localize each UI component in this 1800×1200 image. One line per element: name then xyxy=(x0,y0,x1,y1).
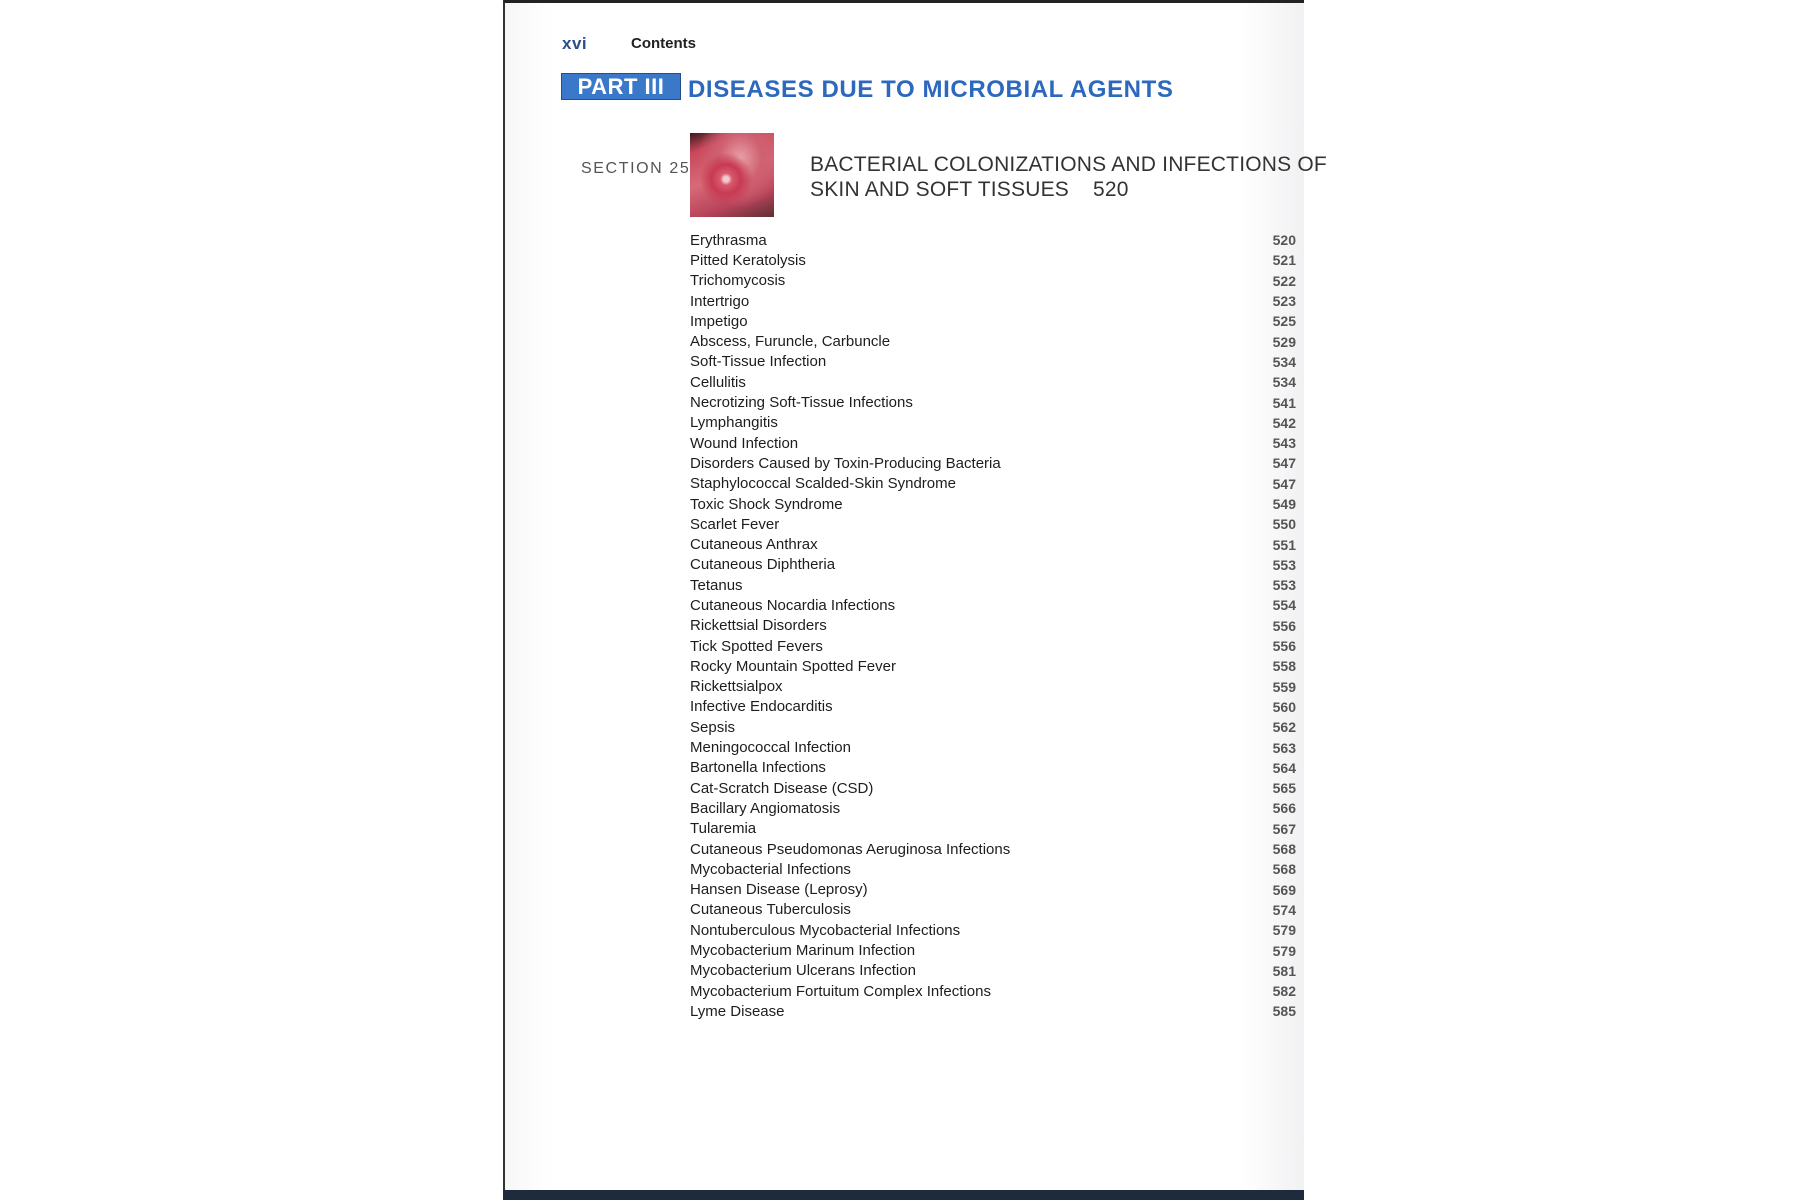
toc-entry[interactable] xyxy=(690,291,1296,311)
toc-entry-title: Rickettsial Disorders xyxy=(690,617,827,635)
toc-entry-title: Rocky Mountain Spotted Fever xyxy=(690,657,896,675)
toc-entry[interactable] xyxy=(690,656,1296,676)
toc-entry[interactable] xyxy=(690,697,1296,717)
toc-entry[interactable] xyxy=(690,859,1296,879)
toc-entry[interactable] xyxy=(690,819,1296,839)
toc-entry-page: 569 xyxy=(1272,881,1296,898)
toc-entry-page: 523 xyxy=(1272,293,1296,310)
section-title-line2: SKIN AND SOFT TISSUES xyxy=(810,178,1069,201)
toc-entry[interactable] xyxy=(690,413,1296,433)
toc-entry-title: Bacillary Angiomatosis xyxy=(690,799,841,817)
toc-entry[interactable] xyxy=(690,392,1296,412)
section-title-line1: BACTERIAL COLONIZATIONS AND INFECTIONS OF xyxy=(810,153,1327,176)
toc-entry-page: 568 xyxy=(1272,841,1296,858)
section-title-line2-row xyxy=(810,177,1327,202)
section-label: SECTION 25 xyxy=(581,160,691,177)
toc-entry-page: 566 xyxy=(1272,800,1296,817)
toc-entry-title: Tick Spotted Fevers xyxy=(690,637,823,655)
toc-entry-title: Bartonella Infections xyxy=(690,759,826,777)
toc-entry-page: 534 xyxy=(1272,374,1296,391)
toc-entry-title: Intertrigo xyxy=(690,292,750,310)
toc-entry-title: Cutaneous Pseudomonas Aeruginosa Infections xyxy=(690,840,1011,858)
toc-entry-page: 560 xyxy=(1272,698,1296,715)
toc-entry-page: 553 xyxy=(1272,577,1296,594)
toc-entry[interactable] xyxy=(690,433,1296,453)
toc-entry-title: Nontuberculous Mycobacterial Infections xyxy=(690,921,961,939)
toc-entry[interactable] xyxy=(690,372,1296,392)
toc-entry[interactable] xyxy=(690,311,1296,331)
toc-entry-title: Cellulitis xyxy=(690,373,746,391)
toc-entry[interactable] xyxy=(690,737,1296,757)
toc-entry-page: 579 xyxy=(1272,942,1296,959)
toc-entry-title: Lymphangitis xyxy=(690,414,778,432)
toc-entry-page: 582 xyxy=(1272,983,1296,1000)
toc-entry[interactable] xyxy=(690,880,1296,900)
toc-entry[interactable] xyxy=(690,494,1296,514)
toc-entry-page: 520 xyxy=(1272,232,1296,249)
toc-entry-title: Wound Infection xyxy=(690,434,799,452)
toc-entry-title: Hansen Disease (Leprosy) xyxy=(690,881,868,899)
toc-entry-title: Cutaneous Nocardia Infections xyxy=(690,596,896,614)
toc-entry-page: 565 xyxy=(1272,780,1296,797)
toc-entry[interactable] xyxy=(690,961,1296,981)
toc-entry-page: 556 xyxy=(1272,617,1296,634)
toc-entry-page: 562 xyxy=(1272,719,1296,736)
table-of-contents xyxy=(690,230,1296,1022)
toc-entry-title: Trichomycosis xyxy=(690,272,786,290)
toc-entry-page: 558 xyxy=(1272,658,1296,675)
toc-entry-title: Tetanus xyxy=(690,576,743,594)
toc-entry-title: Meningococcal Infection xyxy=(690,739,851,757)
toc-entry-page: 550 xyxy=(1272,516,1296,533)
toc-entry-title: Mycobacterium Fortuitum Complex Infections xyxy=(690,982,991,1000)
toc-entry-title: Tularemia xyxy=(690,820,757,838)
toc-entry[interactable] xyxy=(690,575,1296,595)
toc-entry-title: Rickettsialpox xyxy=(690,678,783,696)
toc-entry-page: 525 xyxy=(1272,313,1296,330)
toc-entry[interactable] xyxy=(690,555,1296,575)
toc-entry-page: 534 xyxy=(1272,353,1296,370)
toc-entry-page: 554 xyxy=(1272,597,1296,614)
toc-entry-title: Disorders Caused by Toxin-Producing Bacteria xyxy=(690,454,1001,472)
toc-entry-page: 547 xyxy=(1272,475,1296,492)
toc-entry-page: 551 xyxy=(1272,536,1296,553)
toc-entry-title: Cutaneous Anthrax xyxy=(690,536,818,554)
toc-entry-page: 541 xyxy=(1272,394,1296,411)
toc-entry-title: Toxic Shock Syndrome xyxy=(690,495,843,513)
running-header: Contents xyxy=(631,35,696,52)
toc-entry-page: 567 xyxy=(1272,820,1296,837)
toc-entry-title: Staphylococcal Scalded-Skin Syndrome xyxy=(690,475,956,493)
section-clinical-photo xyxy=(690,133,774,217)
toc-entry[interactable] xyxy=(690,940,1296,960)
section-title xyxy=(810,152,1327,202)
toc-entry-page: 542 xyxy=(1272,414,1296,431)
toc-entry[interactable] xyxy=(690,798,1296,818)
toc-entry[interactable] xyxy=(690,758,1296,778)
toc-entry-page: 556 xyxy=(1272,638,1296,655)
toc-entry[interactable] xyxy=(690,677,1296,697)
page-number: xvi xyxy=(562,34,588,53)
toc-entry-title: Cutaneous Diphtheria xyxy=(690,556,836,574)
toc-entry-title: Soft-Tissue Infection xyxy=(690,353,827,371)
toc-entry-title: Scarlet Fever xyxy=(690,515,780,533)
toc-entry-title: Lyme Disease xyxy=(690,1002,785,1020)
toc-entry-page: 547 xyxy=(1272,455,1296,472)
toc-entry[interactable] xyxy=(690,534,1296,554)
toc-entry-page: 563 xyxy=(1272,739,1296,756)
toc-entry-page: 585 xyxy=(1272,1003,1296,1020)
toc-entry-page: 522 xyxy=(1272,272,1296,289)
toc-entry[interactable] xyxy=(690,331,1296,351)
toc-entry[interactable] xyxy=(690,839,1296,859)
toc-entry[interactable] xyxy=(690,1001,1296,1021)
toc-entry[interactable] xyxy=(690,636,1296,656)
section-page-number: 520 xyxy=(1093,178,1129,201)
toc-entry[interactable] xyxy=(690,230,1296,250)
part-badge: PART III xyxy=(561,73,681,100)
toc-entry-title: Mycobacterium Ulcerans Infection xyxy=(690,962,916,980)
toc-entry-page: 529 xyxy=(1272,333,1296,350)
page-bottom-edge xyxy=(503,1190,1304,1200)
toc-entry-page: 574 xyxy=(1272,901,1296,918)
toc-entry[interactable] xyxy=(690,514,1296,534)
toc-entry-page: 568 xyxy=(1272,861,1296,878)
toc-entry-title: Necrotizing Soft-Tissue Infections xyxy=(690,394,913,412)
toc-entry[interactable] xyxy=(690,453,1296,473)
toc-entry-page: 521 xyxy=(1272,252,1296,269)
toc-entry-title: Pitted Keratolysis xyxy=(690,251,806,269)
toc-entry-title: Impetigo xyxy=(690,312,748,330)
toc-entry[interactable] xyxy=(690,900,1296,920)
toc-entry-page: 564 xyxy=(1272,759,1296,776)
toc-entry[interactable] xyxy=(690,616,1296,636)
toc-entry-title: Abscess, Furuncle, Carbuncle xyxy=(690,333,891,351)
toc-entry-title: Sepsis xyxy=(690,718,736,736)
toc-entry[interactable] xyxy=(690,352,1296,372)
toc-entry[interactable] xyxy=(690,981,1296,1001)
toc-entry[interactable] xyxy=(690,778,1296,798)
toc-entry-title: Erythrasma xyxy=(690,231,767,249)
toc-entry[interactable] xyxy=(690,474,1296,494)
toc-entry[interactable] xyxy=(690,250,1296,270)
toc-entry-page: 549 xyxy=(1272,496,1296,512)
toc-entry-title: Infective Endocarditis xyxy=(690,698,833,716)
toc-entry-page: 581 xyxy=(1272,962,1296,979)
toc-entry[interactable] xyxy=(690,920,1296,940)
toc-entry-page: 579 xyxy=(1272,922,1296,939)
toc-entry-title: Cutaneous Tuberculosis xyxy=(690,901,851,919)
toc-entry-title: Mycobacterium Marinum Infection xyxy=(690,942,916,960)
toc-entry[interactable] xyxy=(690,717,1296,737)
toc-entry-page: 543 xyxy=(1272,435,1296,452)
toc-entry-title: Mycobacterial Infections xyxy=(690,860,851,878)
toc-entry-page: 559 xyxy=(1272,678,1296,695)
toc-entry-title: Cat-Scratch Disease (CSD) xyxy=(690,779,874,797)
toc-entry[interactable] xyxy=(690,595,1296,615)
part-title: DISEASES DUE TO MICROBIAL AGENTS xyxy=(688,76,1174,103)
toc-entry[interactable] xyxy=(690,271,1296,291)
toc-entry-page: 553 xyxy=(1272,556,1296,573)
